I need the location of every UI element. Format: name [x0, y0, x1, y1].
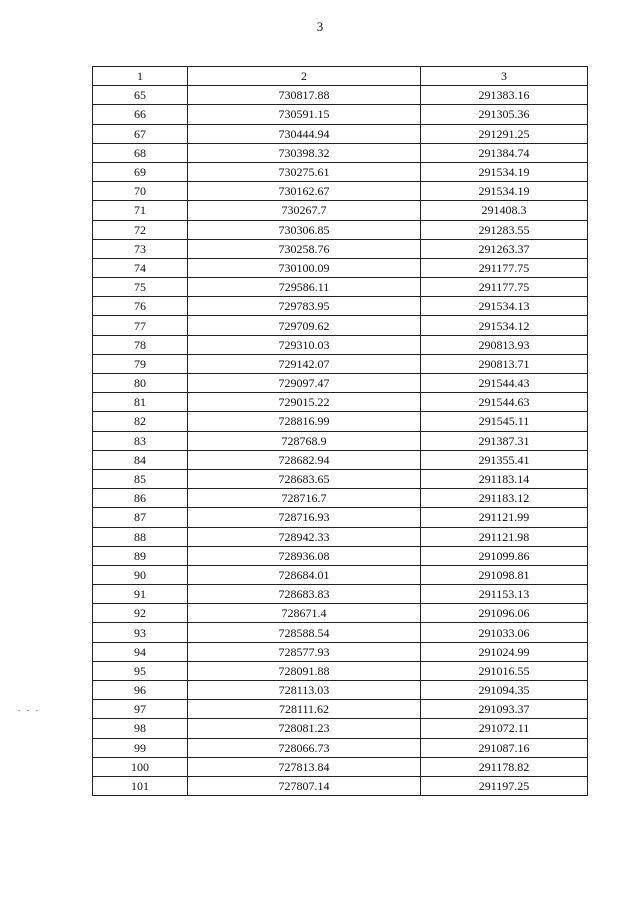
y-coordinate-cell: 291183.14	[421, 469, 588, 488]
y-coordinate-cell: 291384.74	[421, 143, 588, 162]
y-coordinate-cell: 291383.16	[421, 86, 588, 105]
table-row	[93, 105, 588, 124]
x-coordinate-cell: 730591.15	[188, 105, 421, 124]
x-coordinate-cell: 728683.65	[188, 469, 421, 488]
x-coordinate-cell: 729142.07	[188, 354, 421, 373]
y-coordinate-cell: 291094.35	[421, 681, 588, 700]
coordinates-table	[92, 66, 588, 796]
y-coordinate-cell: 291121.99	[421, 508, 588, 527]
point-number-cell: 73	[93, 239, 188, 258]
table-row	[93, 374, 588, 393]
y-coordinate-cell: 291283.55	[421, 220, 588, 239]
point-number-cell: 79	[93, 354, 188, 373]
x-coordinate-cell: 730258.76	[188, 239, 421, 258]
x-coordinate-cell: 729783.95	[188, 297, 421, 316]
point-number-cell: 78	[93, 335, 188, 354]
x-coordinate-cell: 728588.54	[188, 623, 421, 642]
y-coordinate-cell: 291263.37	[421, 239, 588, 258]
point-number-cell: 97	[93, 700, 188, 719]
x-coordinate-cell: 728716.93	[188, 508, 421, 527]
y-coordinate-cell: 291153.13	[421, 585, 588, 604]
x-coordinate-cell: 727807.14	[188, 776, 421, 795]
point-number-cell: 95	[93, 661, 188, 680]
x-coordinate-cell: 728942.33	[188, 527, 421, 546]
table-row	[93, 278, 588, 297]
table-row	[93, 239, 588, 258]
table-row	[93, 393, 588, 412]
table-row	[93, 642, 588, 661]
point-number-cell: 91	[93, 585, 188, 604]
y-coordinate-cell: 291016.55	[421, 661, 588, 680]
x-coordinate-cell: 729709.62	[188, 316, 421, 335]
table-row	[93, 297, 588, 316]
table-row	[93, 527, 588, 546]
y-coordinate-cell: 291534.12	[421, 316, 588, 335]
y-coordinate-cell: 291544.43	[421, 374, 588, 393]
point-number-cell: 65	[93, 86, 188, 105]
point-number-cell: 100	[93, 757, 188, 776]
point-number-cell: 94	[93, 642, 188, 661]
table-row	[93, 757, 588, 776]
point-number-cell: 74	[93, 258, 188, 277]
table-row	[93, 565, 588, 584]
point-number-cell: 96	[93, 681, 188, 700]
table-row	[93, 86, 588, 105]
table-row	[93, 335, 588, 354]
point-number-cell: 86	[93, 489, 188, 508]
point-number-cell: 84	[93, 450, 188, 469]
point-number-cell: 101	[93, 776, 188, 795]
x-coordinate-cell: 730162.67	[188, 182, 421, 201]
x-coordinate-cell: 728936.08	[188, 546, 421, 565]
x-coordinate-cell: 728577.93	[188, 642, 421, 661]
y-coordinate-cell: 291545.11	[421, 412, 588, 431]
x-coordinate-cell: 728684.01	[188, 565, 421, 584]
margin-mark: - - -	[18, 706, 40, 715]
x-coordinate-cell: 729015.22	[188, 393, 421, 412]
table-row	[93, 258, 588, 277]
table-row	[93, 719, 588, 738]
point-number-cell: 71	[93, 201, 188, 220]
point-number-cell: 77	[93, 316, 188, 335]
column-header-1: 1	[93, 67, 188, 86]
y-coordinate-cell: 291121.98	[421, 527, 588, 546]
table-row	[93, 316, 588, 335]
point-number-cell: 82	[93, 412, 188, 431]
y-coordinate-cell: 291197.25	[421, 776, 588, 795]
point-number-cell: 93	[93, 623, 188, 642]
table-row	[93, 412, 588, 431]
point-number-cell: 89	[93, 546, 188, 565]
y-coordinate-cell: 291024.99	[421, 642, 588, 661]
point-number-cell: 72	[93, 220, 188, 239]
point-number-cell: 68	[93, 143, 188, 162]
point-number-cell: 75	[93, 278, 188, 297]
x-coordinate-cell: 728113.03	[188, 681, 421, 700]
y-coordinate-cell: 291072.11	[421, 719, 588, 738]
y-coordinate-cell: 290813.93	[421, 335, 588, 354]
x-coordinate-cell: 730267.7	[188, 201, 421, 220]
y-coordinate-cell: 291534.19	[421, 182, 588, 201]
y-coordinate-cell: 291534.19	[421, 162, 588, 181]
point-number-cell: 70	[93, 182, 188, 201]
y-coordinate-cell: 291387.31	[421, 431, 588, 450]
point-number-cell: 67	[93, 124, 188, 143]
y-coordinate-cell: 291177.75	[421, 258, 588, 277]
y-coordinate-cell: 291093.37	[421, 700, 588, 719]
x-coordinate-cell: 730100.09	[188, 258, 421, 277]
table-row	[93, 354, 588, 373]
point-number-cell: 81	[93, 393, 188, 412]
table-row	[93, 738, 588, 757]
table-row	[93, 661, 588, 680]
y-coordinate-cell: 291408.3	[421, 201, 588, 220]
table-row	[93, 700, 588, 719]
x-coordinate-cell: 729586.11	[188, 278, 421, 297]
table-row	[93, 431, 588, 450]
table-row	[93, 162, 588, 181]
y-coordinate-cell: 291291.25	[421, 124, 588, 143]
x-coordinate-cell: 730444.94	[188, 124, 421, 143]
table-row	[93, 546, 588, 565]
point-number-cell: 90	[93, 565, 188, 584]
column-header-2: 2	[188, 67, 421, 86]
y-coordinate-cell: 291183.12	[421, 489, 588, 508]
point-number-cell: 87	[93, 508, 188, 527]
x-coordinate-cell: 729310.03	[188, 335, 421, 354]
x-coordinate-cell: 728091.88	[188, 661, 421, 680]
table-row	[93, 143, 588, 162]
point-number-cell: 80	[93, 374, 188, 393]
table-row	[93, 604, 588, 623]
y-coordinate-cell: 291305.36	[421, 105, 588, 124]
y-coordinate-cell: 291544.63	[421, 393, 588, 412]
x-coordinate-cell: 727813.84	[188, 757, 421, 776]
y-coordinate-cell: 291534.13	[421, 297, 588, 316]
table-body	[93, 67, 588, 796]
y-coordinate-cell: 291355.41	[421, 450, 588, 469]
y-coordinate-cell: 291177.75	[421, 278, 588, 297]
table-row	[93, 220, 588, 239]
y-coordinate-cell: 291033.06	[421, 623, 588, 642]
x-coordinate-cell: 728682.94	[188, 450, 421, 469]
table-row	[93, 508, 588, 527]
point-number-cell: 69	[93, 162, 188, 181]
y-coordinate-cell: 291178.82	[421, 757, 588, 776]
column-header-3: 3	[421, 67, 588, 86]
y-coordinate-cell: 291098.81	[421, 565, 588, 584]
table-row	[93, 124, 588, 143]
point-number-cell: 66	[93, 105, 188, 124]
x-coordinate-cell: 728671.4	[188, 604, 421, 623]
x-coordinate-cell: 728816.99	[188, 412, 421, 431]
table-row	[93, 201, 588, 220]
point-number-cell: 98	[93, 719, 188, 738]
y-coordinate-cell: 291099.86	[421, 546, 588, 565]
x-coordinate-cell: 728683.83	[188, 585, 421, 604]
x-coordinate-cell: 728768.9	[188, 431, 421, 450]
x-coordinate-cell: 730306.85	[188, 220, 421, 239]
y-coordinate-cell: 291096.06	[421, 604, 588, 623]
table-row	[93, 182, 588, 201]
y-coordinate-cell: 290813.71	[421, 354, 588, 373]
table-row	[93, 681, 588, 700]
x-coordinate-cell: 730398.32	[188, 143, 421, 162]
x-coordinate-cell: 728066.73	[188, 738, 421, 757]
table-header-row	[93, 67, 588, 86]
y-coordinate-cell: 291087.16	[421, 738, 588, 757]
table-row	[93, 585, 588, 604]
point-number-cell: 76	[93, 297, 188, 316]
point-number-cell: 99	[93, 738, 188, 757]
point-number-cell: 92	[93, 604, 188, 623]
x-coordinate-cell: 728081.23	[188, 719, 421, 738]
table-row	[93, 776, 588, 795]
table-row	[93, 489, 588, 508]
point-number-cell: 85	[93, 469, 188, 488]
table-row	[93, 450, 588, 469]
x-coordinate-cell: 728111.62	[188, 700, 421, 719]
x-coordinate-cell: 730817.88	[188, 86, 421, 105]
table-row	[93, 623, 588, 642]
x-coordinate-cell: 729097.47	[188, 374, 421, 393]
x-coordinate-cell: 728716.7	[188, 489, 421, 508]
page-number: 3	[316, 19, 324, 34]
point-number-cell: 83	[93, 431, 188, 450]
table-row	[93, 469, 588, 488]
x-coordinate-cell: 730275.61	[188, 162, 421, 181]
point-number-cell: 88	[93, 527, 188, 546]
